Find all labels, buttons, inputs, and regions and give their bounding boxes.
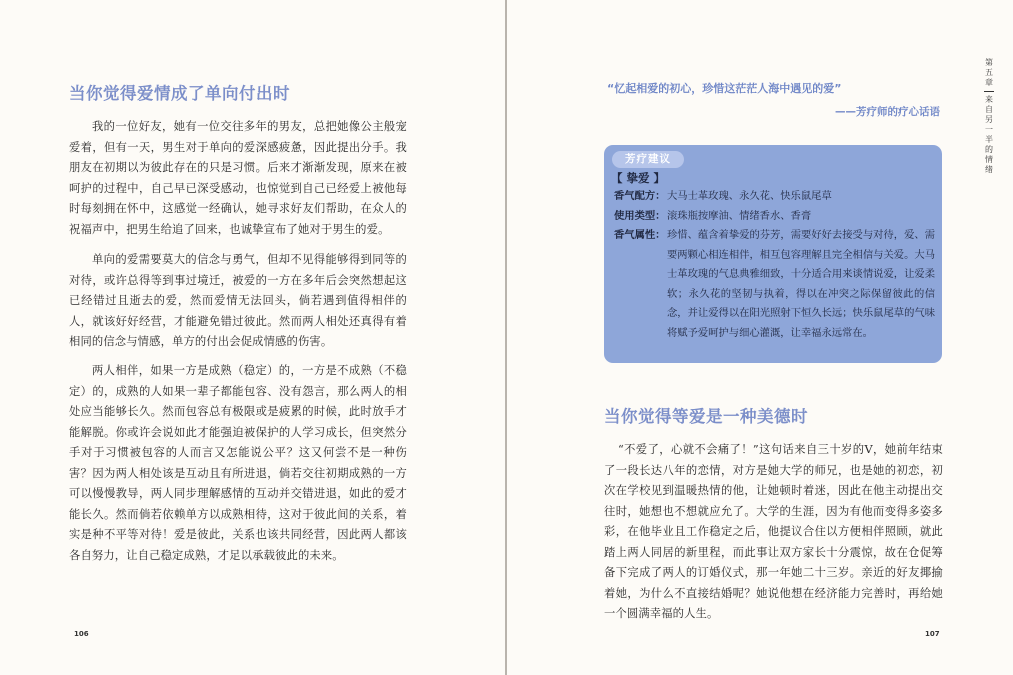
chapter-char: 另 (985, 115, 993, 124)
quote-source: ——芳疗师的疗心话语 (835, 106, 940, 118)
card-row-key: 香气配方： (614, 190, 666, 202)
right-page-number: 107 (925, 630, 940, 638)
chapter-divider (984, 91, 994, 92)
card-row-value: 滚珠瓶按摩油、情绪香水、香膏 (667, 210, 812, 222)
right-section-heading: 当你觉得等爱是一种美德时 (604, 407, 808, 426)
card-row-usage (614, 207, 936, 227)
left-paragraph-1: 我的一位好友，她有一位交往多年的男友，总把她像公主般宠爱着，但有一天，男生对于单向的爱深感疲惫，因此提出分手。我朋友在初期以为彼此存在的只是习惯。后来才渐渐发现，原来在被呵护的过程中，自己早已深受感动，也惊觉到自己已经爱上被他每时每刻拥在怀中，这感觉一经确认，她寻求好友们帮助，在众人的祝福声中，把男生给追了回来，也诚挚宣布了她对于男生的爱。 (69, 120, 407, 236)
chapter-marker (982, 58, 996, 175)
card-row-key: 香气属性： (614, 229, 666, 241)
card-row-value: 大马士革玫瑰、永久花、快乐鼠尾草 (667, 190, 832, 202)
chapter-char: 一 (985, 125, 993, 134)
left-paragraph-2: 单向的爱需要莫大的信念与勇气，但却不见得能够得到同等的对待，或许总得等到事过境迁，被爱的一方在多年后会突然想起这已经错过且逝去的爱，然而爱情无法回头，倘若遇到值得相伴的人，就该好好经营，才能避免错过彼此。然而两人相处还真得有着相同的信念与情感，单方的付出会促成情感的伤害。 (69, 253, 407, 348)
chapter-char: 情 (985, 155, 993, 164)
chapter-char: 五 (985, 68, 993, 77)
card-row-key: 使用类型： (614, 210, 666, 222)
chapter-char: 章 (985, 78, 993, 87)
chapter-char: 来 (985, 95, 993, 104)
right-paragraph: “不爱了，心就不会痛了！”这句话来自三十岁的V，她前年结束了一段长达八年的恋情，对方是她大学的师兄，也是她的初恋，初次在学校见到温暖热情的他，让她顿时着迷，因此在他主动提出交往时，她想也不想就应允了。大学的生涯，因为有他而变得多姿多彩，在他毕业且工作稳定之后，他提议合住以方便相伴照顾，就此踏上两人同居的新里程，而此事让双方家长十分震惊，故在仓促筹备下完成了两人的订婚仪式，那一年她二十三岁。亲近的好友揶揄着她，为什么不直接结婚呢？她说他想在经济能力完善时，再给她一个圆满幸福的人生。 (604, 443, 943, 620)
left-page-number: 106 (74, 630, 89, 638)
chapter-char: 半 (985, 135, 993, 144)
chapter-char: 第 (985, 58, 993, 67)
card-row-value: 珍惜、蕴含着挚爱的芬芳，需要好好去接受与对待，爱、需要两颗心相连相伴，相互包容理解且完全相信与关爱。大马士革玫瑰的气息典雅细致，十分适合用来谈情说爱，让爱柔软；永久花的坚韧与执着，得以在冲突之际保留彼此的信念，并让爱得以在阳光照射下恒久长远；快乐鼠尾草的气味将赋予爱呵护与细心灌溉，让幸福永远常在。 (667, 229, 935, 339)
left-paragraph-3: 两人相伴，如果一方是成熟（稳定）的，一方是不成熟（不稳定）的，成熟的人如果一辈子都能包容、没有怨言，那么两人的相处应当能够长久。然而包容总有极限或是疲累的时候，此时放手才能解脱。你或许会说如此才能强迫被保护的人学习成长，但突然分手对于习惯被包容的人而言又怎能说公平？这又何尝不是一种伤害？因为两人相处该是互动且有所进退，倘若交往初期成熟的一方可以慢慢教导，两人同步理解感情的互动并交错进退，如此的爱才能长久。然而倘若依赖单方以成熟相待，这对于彼此间的关系，着实是种不平等对待！爱是彼此，关系也该共同经营，因此两人都该各自努力，让自己稳定成熟，才足以承载彼此的未来。 (69, 364, 407, 562)
left-section-heading: 当你觉得爱情成了单向付出时 (69, 84, 290, 103)
chapter-char: 自 (985, 105, 993, 114)
chapter-char: 绪 (985, 165, 993, 174)
chapter-char: 的 (985, 145, 993, 154)
card-row-formula (614, 187, 936, 207)
card-row-attributes (614, 226, 936, 361)
aroma-suggestion-tag: 芳疗建议 (612, 151, 684, 168)
quote-text: “忆起相爱的初心，珍惜这茫茫人海中遇见的爱” (607, 82, 842, 95)
card-title: 【 挚爱 】 (611, 171, 666, 185)
